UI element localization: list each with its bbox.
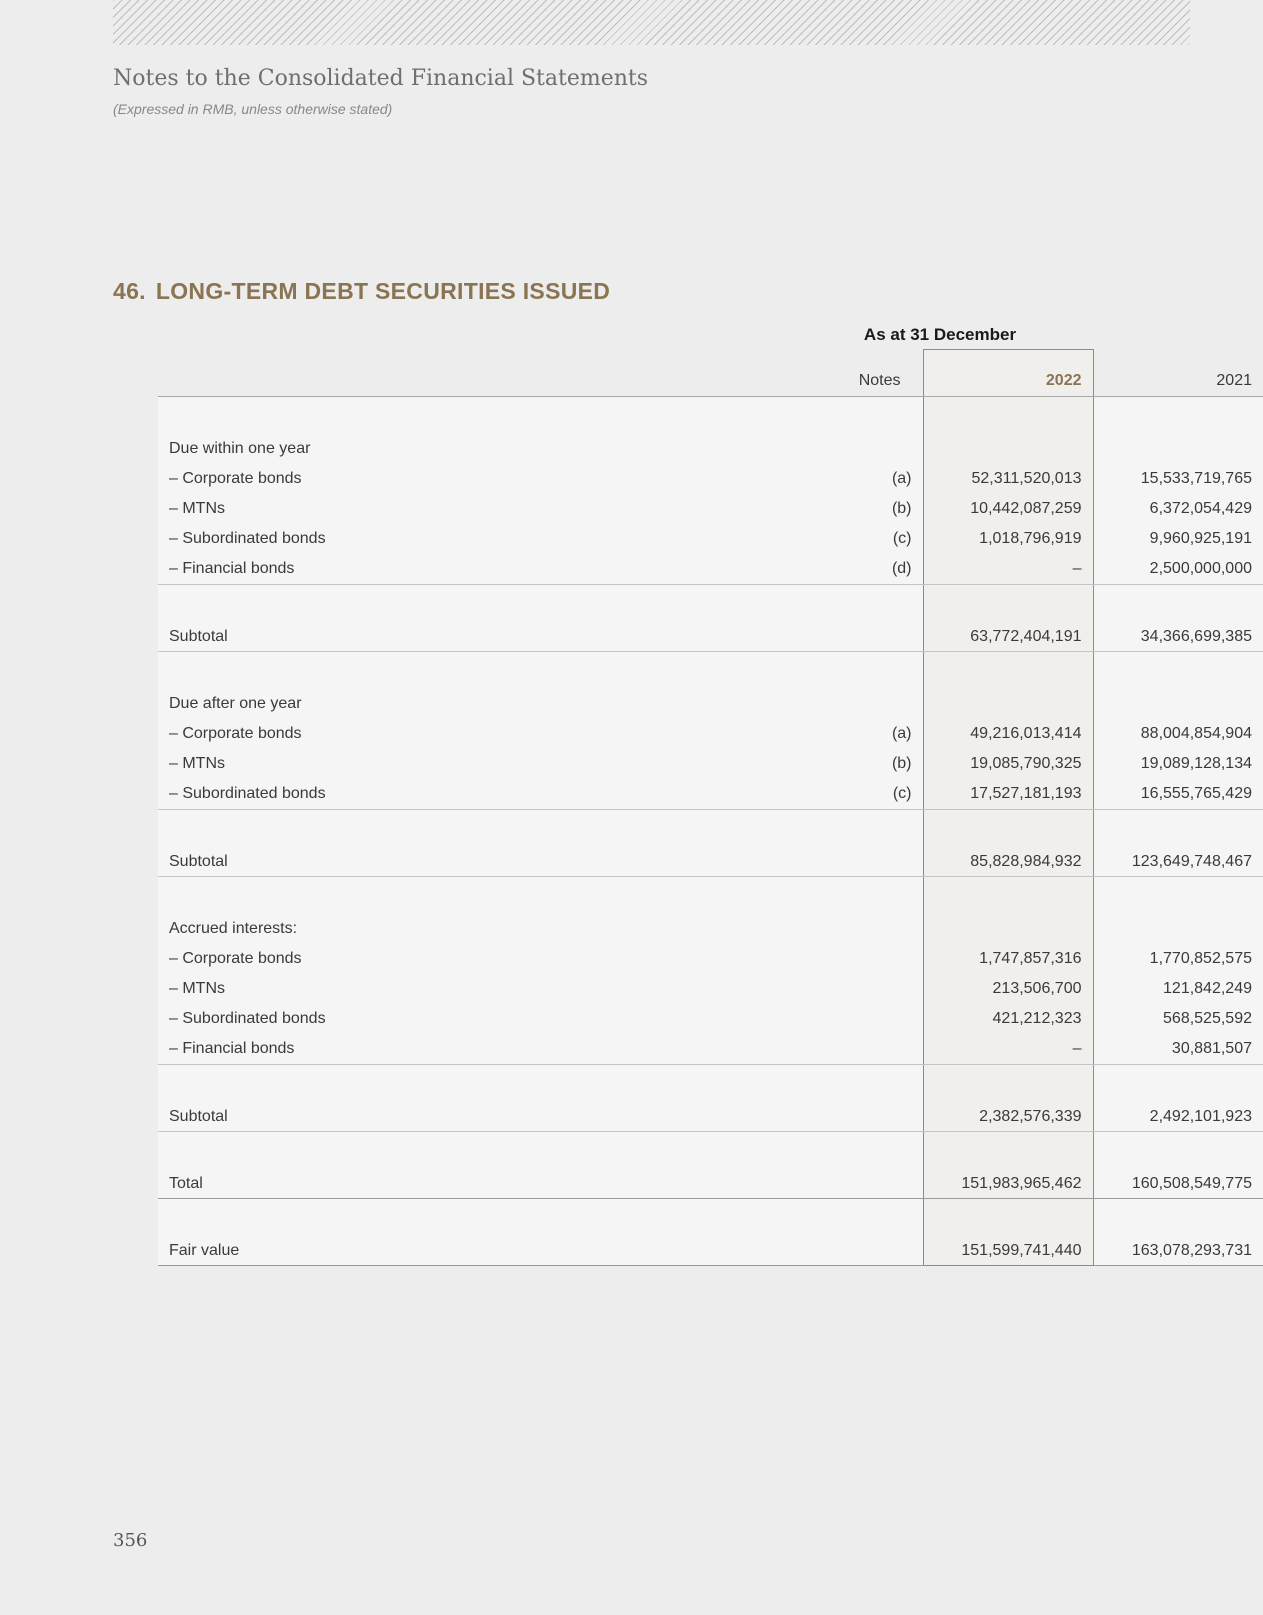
fair-value-row (158, 1236, 1263, 1266)
table-row (158, 494, 1263, 524)
spacer-row (158, 652, 1263, 690)
row-label: – Corporate bonds (158, 464, 746, 494)
value-2021: 19,089,128,134 (1093, 749, 1263, 779)
value-2021: 2,492,101,923 (1093, 1102, 1263, 1132)
row-label: Total (158, 1169, 746, 1199)
value-2022: 1,018,796,919 (923, 524, 1093, 554)
column-header-2021: 2021 (1093, 350, 1263, 397)
row-note: (c) (746, 524, 923, 554)
value-2021: 163,078,293,731 (1093, 1236, 1263, 1266)
table-row (158, 719, 1263, 749)
running-title: Notes to the Consolidated Financial Statements (113, 66, 649, 91)
value-2022: 10,442,087,259 (923, 494, 1093, 524)
value-2021: 30,881,507 (1093, 1034, 1263, 1065)
row-label: Accrued interests: (158, 914, 746, 944)
value-2021: 6,372,054,429 (1093, 494, 1263, 524)
column-header-label (158, 350, 746, 397)
row-label: – Financial bonds (158, 1034, 746, 1065)
value-2021: 34,366,699,385 (1093, 622, 1263, 652)
row-note: (b) (746, 494, 923, 524)
row-note: (a) (746, 719, 923, 749)
row-note: (c) (746, 779, 923, 810)
group-heading-row (158, 914, 1263, 944)
table-row (158, 974, 1263, 1004)
group-heading-row (158, 434, 1263, 464)
column-header-2022: 2022 (923, 350, 1093, 397)
value-2022: 17,527,181,193 (923, 779, 1093, 810)
subtotal-row (158, 1102, 1263, 1132)
value-2022: 63,772,404,191 (923, 622, 1093, 652)
row-label: Due within one year (158, 434, 746, 464)
value-2022: 213,506,700 (923, 974, 1093, 1004)
value-2021: 1,770,852,575 (1093, 944, 1263, 974)
row-note: (b) (746, 749, 923, 779)
table-row (158, 554, 1263, 585)
table-row (158, 944, 1263, 974)
row-note: (a) (746, 464, 923, 494)
row-note (746, 1004, 923, 1034)
value-2022: 1,747,857,316 (923, 944, 1093, 974)
row-label: – MTNs (158, 494, 746, 524)
page-number: 356 (113, 1530, 148, 1551)
section-title-text: LONG-TERM DEBT SECURITIES ISSUED (155, 278, 611, 304)
value-2021: 568,525,592 (1093, 1004, 1263, 1034)
value-2021: 88,004,854,904 (1093, 719, 1263, 749)
running-subtitle: (Expressed in RMB, unless otherwise stated) (113, 101, 393, 117)
debt-securities-table (158, 349, 1263, 1266)
spacer-row (158, 397, 1263, 435)
row-label: – MTNs (158, 749, 746, 779)
row-label: – Financial bonds (158, 554, 746, 585)
value-2022: 19,085,790,325 (923, 749, 1093, 779)
value-2022: – (923, 1034, 1093, 1065)
row-note (746, 974, 923, 1004)
subtotal-row (158, 622, 1263, 652)
spacer-row (158, 877, 1263, 915)
subtotal-row (158, 847, 1263, 877)
value-2022: 52,311,520,013 (923, 464, 1093, 494)
row-label: Due after one year (158, 689, 746, 719)
table-header-row (158, 350, 1263, 397)
row-note (746, 944, 923, 974)
row-label: Subtotal (158, 847, 746, 877)
spacer-row (158, 1065, 1263, 1103)
table-row (158, 779, 1263, 810)
row-label: Subtotal (158, 1102, 746, 1132)
spacer-row (158, 1132, 1263, 1170)
row-label: Fair value (158, 1236, 746, 1266)
row-label: – Corporate bonds (158, 944, 746, 974)
row-label: – Corporate bonds (158, 719, 746, 749)
row-label: Subtotal (158, 622, 746, 652)
table-row (158, 1004, 1263, 1034)
row-label: – MTNs (158, 974, 746, 1004)
value-2021: 15,533,719,765 (1093, 464, 1263, 494)
spacer-row (158, 585, 1263, 623)
value-2022: 421,212,323 (923, 1004, 1093, 1034)
table-row (158, 749, 1263, 779)
spacer-row (158, 1199, 1263, 1237)
table-row (158, 464, 1263, 494)
row-note (746, 1034, 923, 1065)
row-label: – Subordinated bonds (158, 779, 746, 810)
total-row (158, 1169, 1263, 1199)
value-2022: 49,216,013,414 (923, 719, 1093, 749)
value-2022: – (923, 554, 1093, 585)
value-2021: 123,649,748,467 (1093, 847, 1263, 877)
value-2022: 151,599,741,440 (923, 1236, 1093, 1266)
value-2021: 16,555,765,429 (1093, 779, 1263, 810)
section-title (113, 278, 610, 305)
decorative-hatch-band (113, 0, 1190, 45)
row-label: – Subordinated bonds (158, 1004, 746, 1034)
spacer-row (158, 810, 1263, 848)
value-2022: 151,983,965,462 (923, 1169, 1093, 1199)
value-2021: 9,960,925,191 (1093, 524, 1263, 554)
row-label: – Subordinated bonds (158, 524, 746, 554)
table-row (158, 524, 1263, 554)
column-header-notes: Notes (746, 350, 923, 397)
row-note: (d) (746, 554, 923, 585)
value-2022: 2,382,576,339 (923, 1102, 1093, 1132)
value-2022: 85,828,984,932 (923, 847, 1093, 877)
value-2021: 121,842,249 (1093, 974, 1263, 1004)
value-2021: 2,500,000,000 (1093, 554, 1263, 585)
table-row (158, 1034, 1263, 1065)
value-2021: 160,508,549,775 (1093, 1169, 1263, 1199)
section-number: 46. (113, 278, 146, 304)
table-group-header: As at 31 December (863, 325, 1017, 344)
group-heading-row (158, 689, 1263, 719)
